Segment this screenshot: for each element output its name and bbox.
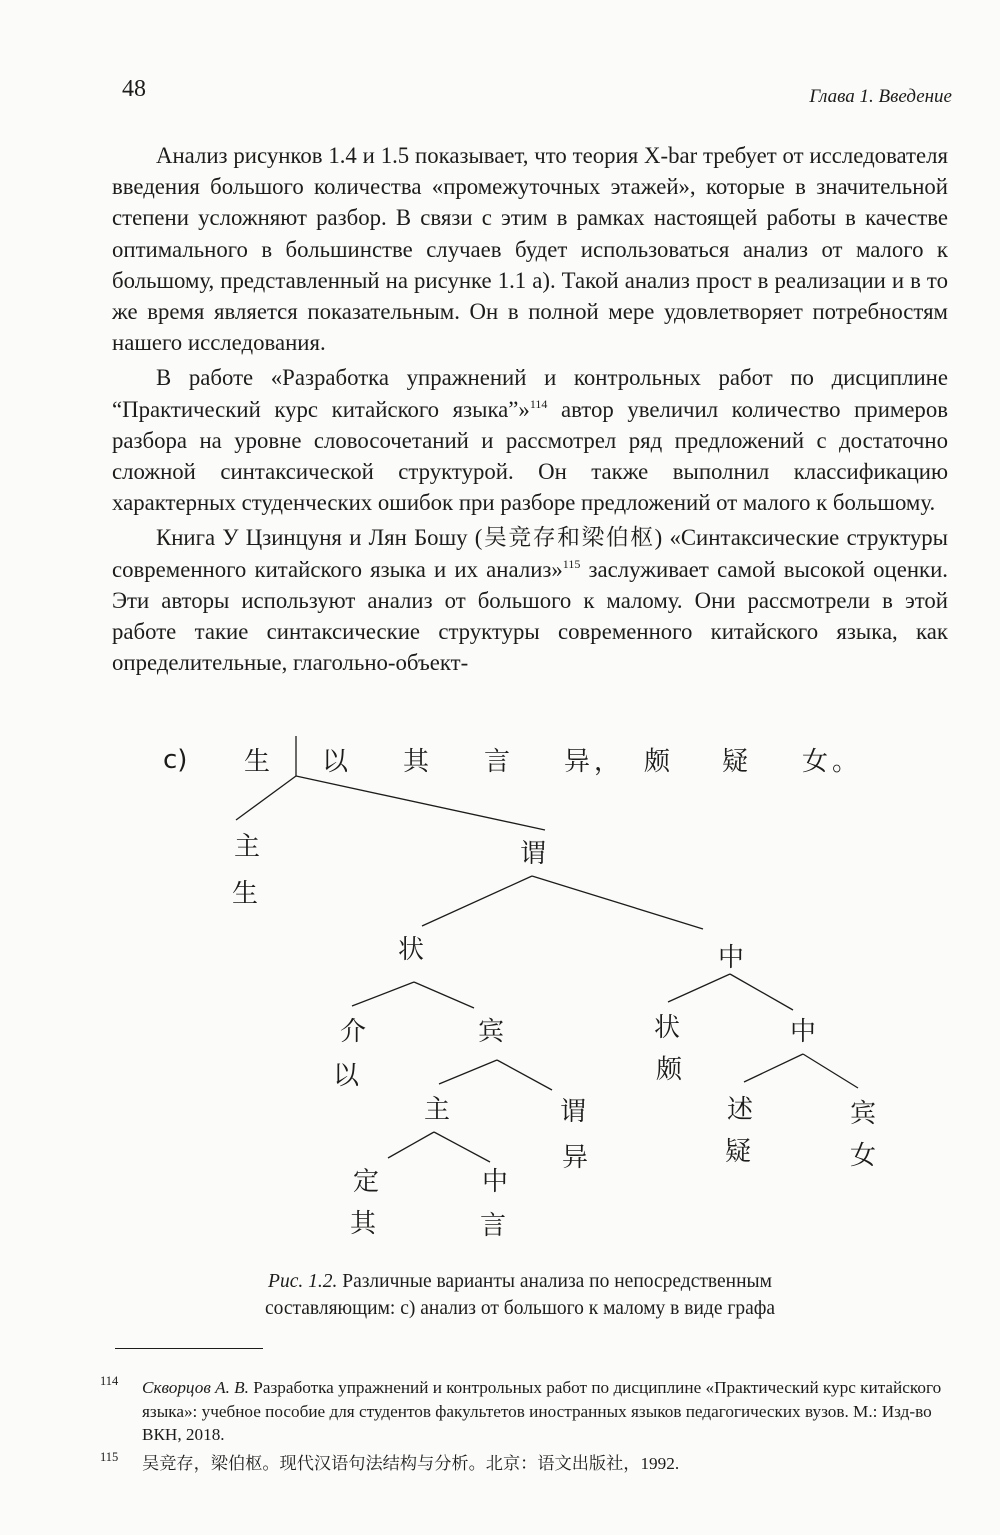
node-attr-word: 其: [350, 1209, 377, 1239]
paragraph-2: [112, 362, 948, 518]
sentence-char: 言: [484, 747, 511, 777]
figure-label: c): [163, 745, 188, 775]
sentence-char: 女: [802, 747, 829, 777]
node-prep-word: 以: [333, 1061, 360, 1091]
footnote-number: 114: [100, 1374, 119, 1388]
page-number: 48: [122, 76, 146, 102]
node-adv-role: 状: [398, 935, 425, 965]
node-verb-word: 疑: [725, 1137, 752, 1167]
syntax-tree-figure: [0, 720, 1000, 1260]
branch-line: [803, 1054, 858, 1088]
paragraph-2-start: В работе «Разработка упражнений и контрольных работ по дисциплине “Практический курс китайского языка”»: [112, 365, 948, 422]
node-obj-pred-word: 异: [562, 1143, 589, 1173]
node-obj-pred-role: 谓: [560, 1097, 587, 1127]
branch-line: [352, 982, 414, 1006]
footnote-number: 115: [100, 1450, 119, 1464]
node-center2-role: 中: [790, 1017, 817, 1047]
sentence-char: 以: [322, 747, 349, 777]
node-subj-word: 生: [232, 879, 259, 909]
caption-line-1: [120, 1268, 920, 1295]
sentence-row: [244, 747, 858, 777]
paragraph-1: Анализ рисунков 1.4 и 1.5 показывает, что теория X-bar требует от исследователя введения большого количества «промежуточных этажей», которые в значительной степени усложняют разбор. В связи с этим в рамках настоящей работы в качестве оптимального в большинстве случаев будет использоваться анализ от малого к большому, представленный на рисунке 1.1 а). Такой анализ прост в реализации и в то же время является показательным. Он в полной мере удовлетворяет потребностям нашего исследования.: [112, 143, 948, 356]
caption-text-1: Различные варианты анализа по непосредственным: [337, 1271, 772, 1292]
footnote-body: Разработка упражнений и контрольных работ по дисциплине «Практический курс китайского языка»: учебное пособие для студентов факультетов иностранных языков педагогических вузов. М.: Изд-во ВКН, 2018.: [142, 1378, 942, 1444]
paragraph-3-end: заслуживает самой высокой оценки. Эти авторы используют анализ от большого к малому. Они рассмотрели в этой работе такие синтаксические структуры современного китайского языка, как определительные, глагольно-объект-: [112, 556, 948, 676]
branch-line: [236, 776, 296, 820]
sentence-char: 颇: [644, 747, 671, 777]
figure-caption: [120, 1268, 920, 1322]
branch-line: [296, 776, 545, 830]
caption-line-2: составляющим: c) анализ от большого к малому в виде графа: [264, 1298, 776, 1319]
node-head-word: 言: [480, 1211, 507, 1241]
footnote-114: [100, 1376, 948, 1447]
node-obj-role: 宾: [478, 1017, 505, 1047]
node-adv2-role: 状: [654, 1013, 681, 1043]
node-adv2-word: 颇: [656, 1055, 683, 1085]
running-head: Глава 1. Введение: [809, 86, 952, 107]
node-subj-role: 主: [234, 832, 261, 862]
branch-line: [422, 876, 532, 926]
branch-line: [439, 1060, 497, 1084]
footnote-text: 吴竞存，梁伯枢。现代汉语句法结构与分析。北京：语文出版社，1992.: [142, 1454, 680, 1473]
branch-line: [414, 982, 474, 1008]
sentence-char: 异: [564, 747, 591, 777]
footnote-author: Скворцов А. В.: [142, 1378, 249, 1397]
branch-line: [434, 1132, 490, 1162]
branch-line: [497, 1060, 552, 1090]
sentence-char: 生: [244, 747, 271, 777]
sentence-char: ，: [594, 747, 621, 777]
footnote-text: [142, 1376, 948, 1447]
node-obj-subj-role: 主: [424, 1095, 451, 1125]
sentence-char: 其: [403, 747, 430, 777]
paragraph-2-end: автор увеличил количество примеров разбора на уровне словосочетаний и рассмотрел ряд предложений с достаточно сложной синтаксической структурой. Он также выполнил классификацию характерных студенческих ошибок при разборе предложений от малого к большому.: [112, 396, 948, 516]
node-obj2-word: 女: [850, 1141, 877, 1171]
branch-line: [388, 1132, 434, 1158]
footnote-ref-114[interactable]: 114: [529, 396, 548, 411]
node-head-role: 中: [482, 1167, 509, 1197]
node-obj2-role: 宾: [850, 1099, 877, 1129]
body-text: [112, 140, 948, 678]
paragraph-3-start: Книга У Цзинцуня и Лян Бошу (吴竞存和梁伯枢) «Синтаксические структуры современного китайского языка и их анализ»: [112, 525, 948, 582]
node-center-role: 中: [718, 943, 745, 973]
footnote-divider: [115, 1348, 263, 1349]
node-attr-role: 定: [353, 1167, 380, 1197]
footnote-115: [100, 1452, 948, 1476]
branch-line: [532, 876, 703, 929]
node-pred-role: 谓: [520, 839, 547, 869]
branch-line: [730, 974, 793, 1010]
caption-label: Рис. 1.2.: [268, 1271, 338, 1292]
sentence-char: 疑: [722, 747, 749, 777]
node-prep-role: 介: [340, 1017, 367, 1047]
sentence-char: 。: [832, 747, 859, 777]
paragraph-3: [112, 522, 948, 678]
footnote-ref-115[interactable]: 115: [562, 556, 581, 571]
branch-line: [668, 974, 730, 1002]
node-verb-role: 述: [727, 1095, 754, 1125]
branch-line: [744, 1054, 803, 1082]
